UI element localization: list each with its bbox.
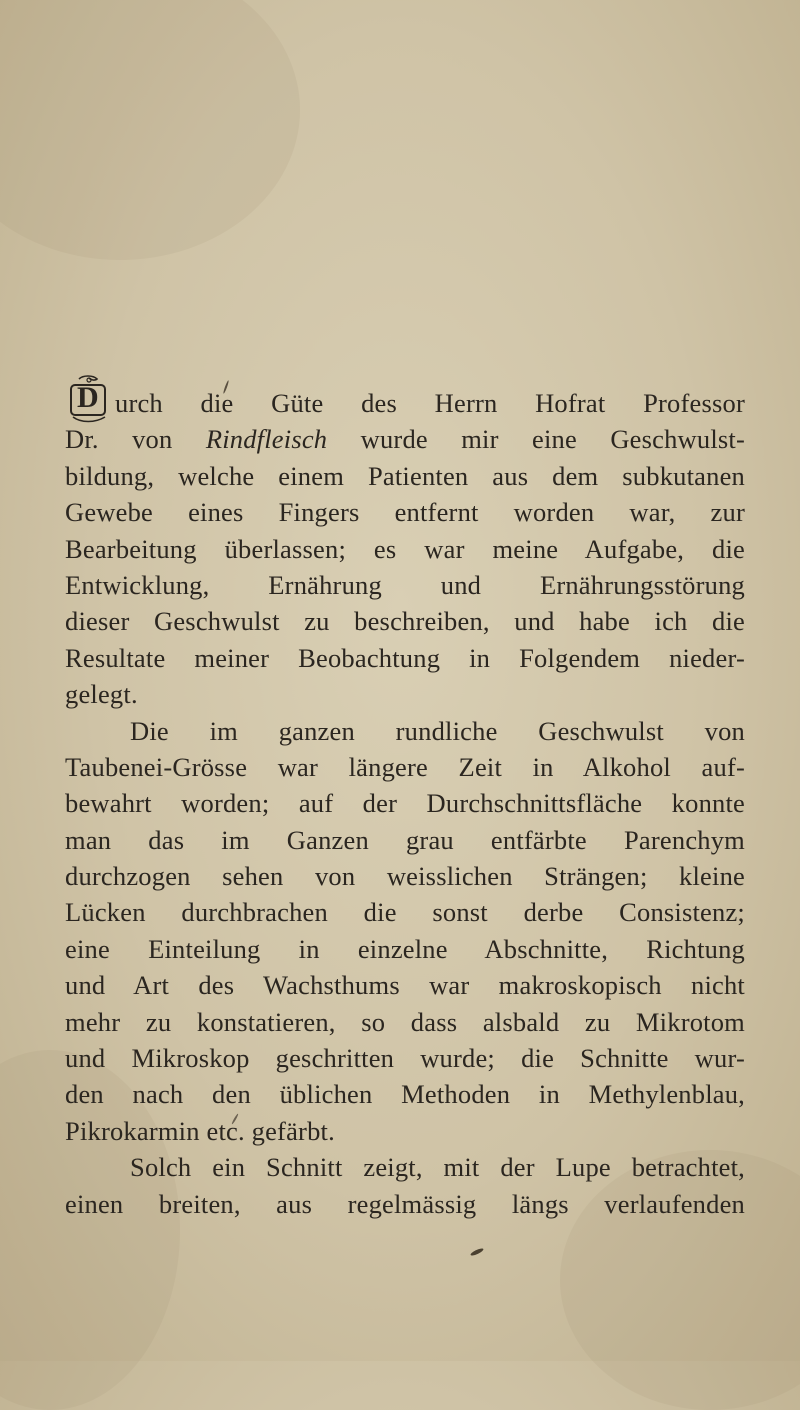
text-line: Die im ganzen rundliche Geschwulst von	[130, 715, 745, 746]
text-line	[65, 381, 745, 421]
text-line: mehr zu konstatieren, so dass alsbald zu Mikrotom	[65, 1006, 745, 1037]
text-line: bewahrt worden; auf der Durchschnittsfläche konnte	[65, 788, 745, 819]
text-line: Entwicklung, Ernährung und Ernährungsstörung	[65, 569, 745, 600]
text-line: Bearbeitung überlassen; es war meine Aufgabe, die	[65, 533, 745, 564]
text-line: einen breiten, aus regelmässig längs verlaufenden	[65, 1188, 745, 1219]
drop-cap-initial	[65, 375, 113, 423]
author-name: Rindfleisch	[205, 424, 328, 455]
text-line: den nach den üblichen Methoden in Methylenblau,	[65, 1079, 745, 1110]
text-line: dieser Geschwulst zu beschreiben, und habe ich die	[65, 606, 745, 637]
text-line: Taubenei-Grösse war längere Zeit in Alkohol auf-	[65, 751, 745, 782]
text-line: bildung, welche einem Patienten aus dem subkutanen	[65, 460, 745, 491]
line-text: Dr. von	[65, 424, 206, 455]
text-line: Solch ein Schnitt zeigt, mit der Lupe betrachtet,	[130, 1152, 745, 1183]
line-text: urch die Güte des Herrn Hofrat Professor	[115, 388, 745, 418]
text-line: eine Einteilung in einzelne Abschnitte, Richtung	[65, 933, 745, 964]
body-text	[65, 381, 745, 1222]
paper-speck	[470, 1247, 484, 1257]
paragraph-2	[65, 713, 745, 1150]
text-line: Pikrokarmin etc. gefärbt.	[65, 1115, 335, 1146]
text-line: durchzogen sehen von weisslichen Strängen; kleine	[65, 861, 745, 892]
paragraph-1	[65, 381, 745, 713]
text-line: und Art des Wachsthums war makroskopisch nicht	[65, 970, 745, 1001]
text-line	[65, 421, 745, 457]
text-line: Gewebe eines Fingers entfernt worden war, zur	[65, 497, 745, 528]
line-text: wurde mir eine Geschwulst-	[327, 424, 745, 455]
text-line: Resultate meiner Beobachtung in Folgendem nieder-	[65, 642, 745, 673]
text-line: man das im Ganzen grau entfärbte Parenchym	[65, 824, 745, 855]
text-line: Lücken durchbrachen die sonst derbe Consistenz;	[65, 897, 745, 928]
text-line: gelegt.	[65, 679, 138, 710]
drop-cap-letter: D	[77, 381, 99, 414]
paper-stain	[0, 0, 300, 260]
paragraph-3	[65, 1149, 745, 1222]
text-line: und Mikroskop geschritten wurde; die Schnitte wur-	[65, 1043, 745, 1074]
